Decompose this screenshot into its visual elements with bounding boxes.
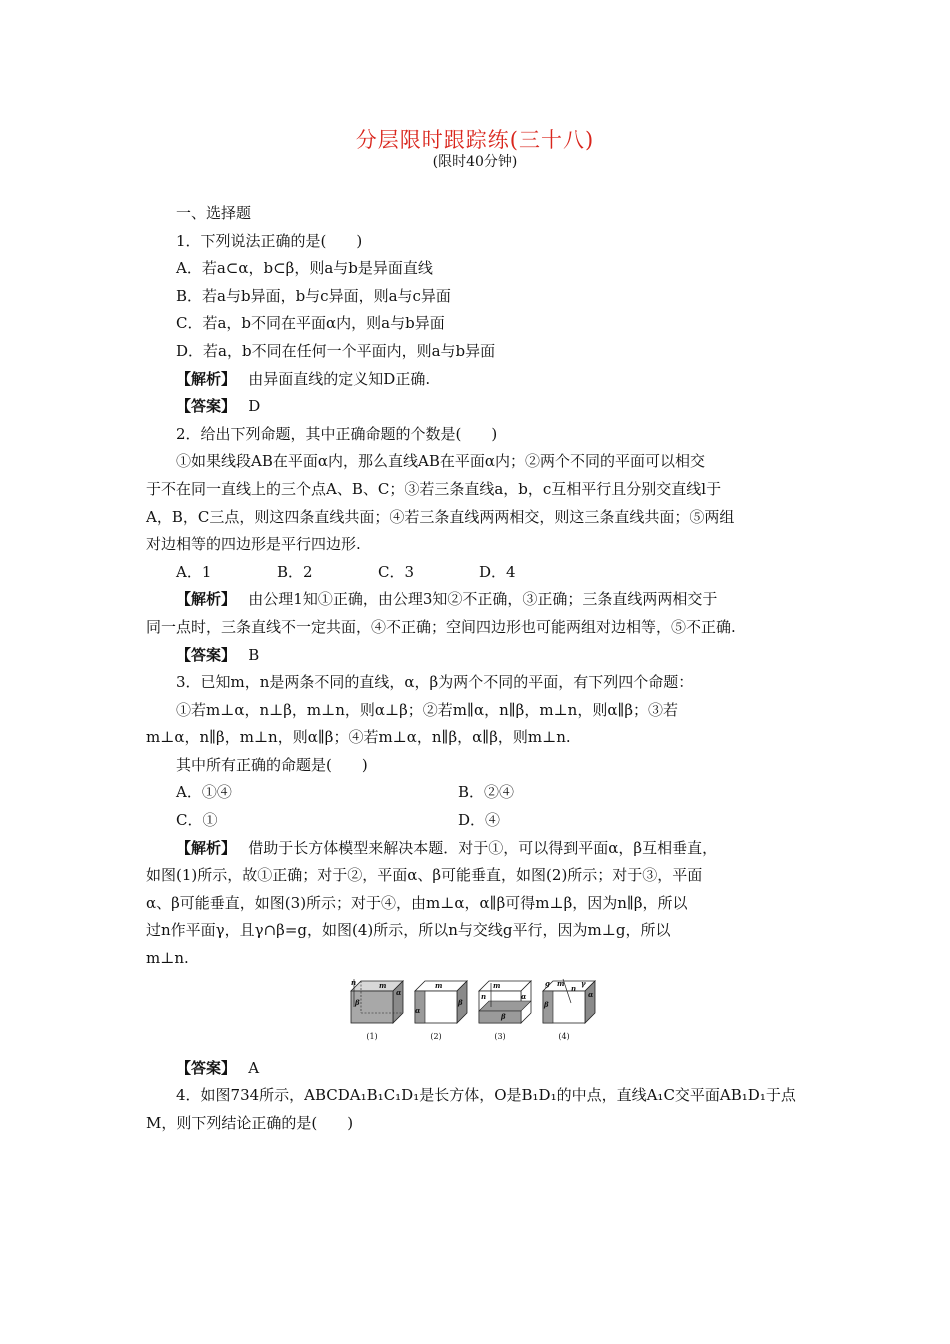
q3-line-1: ①若m⊥α，n⊥β，m⊥n，则α⊥β；②若m∥α，n∥β，m⊥n，则α∥β；③若 [176, 700, 679, 719]
q2-line-4: 对边相等的四边形是平行四边形. [146, 535, 361, 554]
figure-caption-1: (1) [366, 1031, 378, 1041]
q3-option-d: D．④ [458, 811, 501, 830]
cuboid-3 [479, 981, 531, 1023]
q3-analysis-text-3: α、β可能垂直，如图(3)所示；对于④，由m⊥α，α∥β可得m⊥β，因为n∥β，所以 [146, 893, 688, 912]
svg-text:m: m [557, 978, 565, 988]
q1-option-a: A．若a⊂α，b⊂β，则a与b是异面直线 [176, 259, 433, 278]
svg-text:β: β [544, 999, 549, 1009]
svg-text:n: n [571, 983, 577, 993]
analysis-label: 【解析】 [176, 838, 229, 857]
page-title: 分层限时跟踪练(三十八) [355, 128, 595, 152]
svg-text:β: β [458, 997, 463, 1007]
svg-text:γ: γ [581, 978, 586, 988]
q2-line-2: 于不在同一直线上的三个点A、B、C；③若三条直线a，b，c互相平行且分别交直线l于 [146, 479, 722, 498]
q2-option-b: B．2 [277, 562, 313, 581]
q1-analysis-text: 由异面直线的定义知D正确. [248, 369, 431, 388]
q3-analysis-text-5: m⊥n. [146, 949, 189, 968]
answer-label: 【答案】 [176, 1058, 229, 1077]
analysis-label: 【解析】 [176, 369, 229, 388]
q1-option-d: D．若a，b不同在任何一个平面内，则a与b异面 [176, 341, 496, 360]
q2-analysis-text-2: 同一点时，三条直线不一定共面，④不正确；空间四边形也可能两组对边相等，⑤不正确. [146, 617, 736, 636]
q3-stem: 3．已知m，n是两条不同的直线，α，β为两个不同的平面，有下列四个命题： [176, 673, 694, 692]
cuboid-2 [415, 981, 467, 1023]
q3-ask: 其中所有正确的命题是( ) [176, 755, 368, 774]
answer-label: 【答案】 [176, 645, 229, 664]
q2-answer [146, 642, 806, 670]
q1-stem: 1．下列说法正确的是( ) [176, 231, 363, 250]
q2-answer-text: B [248, 645, 260, 664]
q3-option-b: B．②④ [458, 783, 515, 802]
q3-line-2: m⊥α，n∥β，m⊥n，则α∥β；④若m⊥α，n∥β，α∥β，则m⊥n. [146, 728, 571, 747]
q1-answer-text: D [248, 397, 261, 416]
svg-text:α: α [588, 989, 594, 999]
q2-option-c: C．3 [378, 562, 415, 581]
q1-answer [146, 393, 806, 421]
svg-text:g: g [545, 978, 550, 988]
figure-caption-4: (4) [558, 1031, 570, 1041]
q1-option-c: C．若a，b不同在平面α内，则a与b异面 [176, 314, 445, 333]
page-subtitle: (限时40分钟) [432, 154, 518, 170]
q1-option-b: B．若a与b异面，b与c异面，则a与c异面 [176, 286, 451, 305]
q4-line-1: 4．如图734所示，ABCDA₁B₁C₁D₁是长方体，O是B₁D₁的中点，直线A₁C交平面AB₁D₁于点 [176, 1086, 796, 1105]
svg-text:n: n [481, 991, 487, 1001]
answer-label: 【答案】 [176, 397, 229, 416]
svg-text:m: m [493, 980, 501, 990]
q3-answer [146, 1055, 806, 1083]
svg-text:m: m [435, 980, 443, 990]
section-heading: 一、选择题 [176, 204, 252, 222]
q3-option-a: A．①④ [176, 783, 232, 802]
cuboid-1 [351, 978, 403, 1023]
q4-line-2: M，则下列结论正确的是( ) [146, 1113, 354, 1132]
q2-options [146, 559, 806, 587]
q3-answer-text: A [248, 1058, 260, 1077]
q2-stem: 2．给出下列命题，其中正确命题的个数是( ) [176, 424, 498, 443]
svg-text:β: β [355, 997, 360, 1007]
q2-option-d: D．4 [479, 562, 516, 581]
svg-text:α: α [396, 987, 402, 997]
q3-analysis-text-4: 过n作平面γ，且γ∩β=g，如图(4)所示，所以n与交线g平行，因为m⊥g，所以 [146, 921, 671, 940]
cuboid-figures [146, 977, 806, 1049]
q2-line-1: ①如果线段AB在平面α内，那么直线AB在平面α内；②两个不同的平面可以相交 [176, 452, 705, 471]
q3-option-c: C．① [176, 811, 218, 830]
q3-analysis-text-2: 如图(1)所示，故①正确；对于②，平面α、β可能垂直，如图(2)所示；对于③，平面 [146, 866, 703, 885]
q3-analysis [146, 835, 806, 863]
q2-analysis-text-1: 由公理1知①正确，由公理3知②不正确，③正确；三条直线两两相交于 [248, 590, 718, 609]
analysis-label: 【解析】 [176, 590, 229, 609]
q3-options-row-1 [146, 779, 806, 807]
q3-analysis-text-1: 借助于长方体模型来解决本题．对于①，可以得到平面α，β互相垂直， [248, 838, 718, 857]
svg-text:m: m [379, 980, 387, 990]
q2-line-3: A，B，C三点，则这四条直线共面；④若三条直线两两相交，则这三条直线共面；⑤两组 [146, 507, 735, 526]
q3-options-row-2 [146, 807, 806, 835]
cuboid-4 [543, 979, 595, 1023]
document-body [146, 200, 806, 1137]
q1-analysis [146, 366, 806, 394]
figure-caption-2: (2) [430, 1031, 442, 1041]
q2-option-a: A．1 [176, 562, 212, 581]
svg-text:n: n [351, 977, 357, 987]
q2-analysis [146, 586, 806, 614]
svg-text:β: β [501, 1011, 506, 1021]
cuboid-figure-svg [341, 977, 611, 1049]
svg-text:α: α [521, 991, 527, 1001]
figure-caption-3: (3) [494, 1031, 506, 1041]
svg-text:α: α [415, 1005, 421, 1015]
